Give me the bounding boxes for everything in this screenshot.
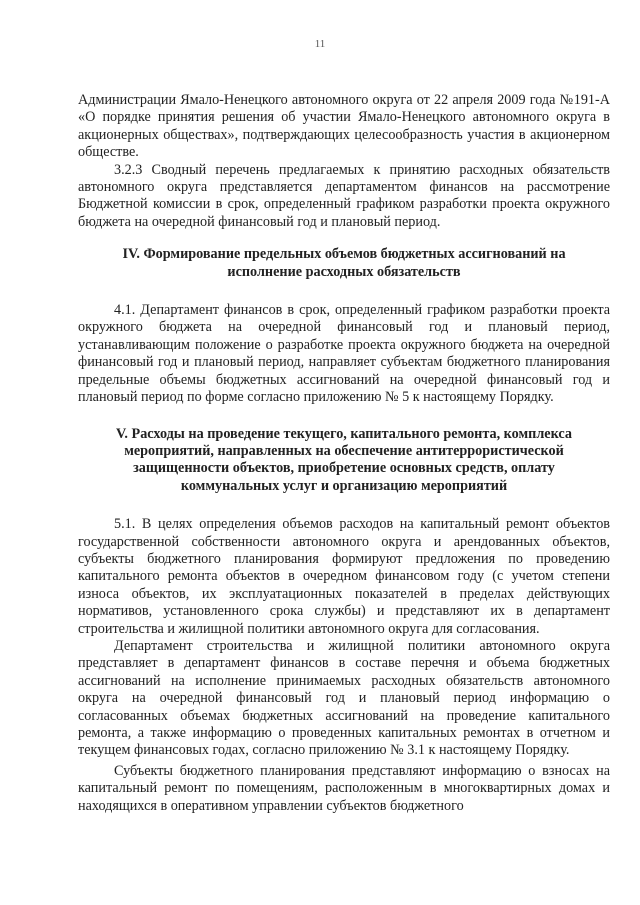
paragraph-budget-subjects: Субъекты бюджетного планирования представляют информацию о взносах на капитальный ремонт по помещениям, расположенным в многоквартирных домах и находящихся в оперативном управлении субъектов бюджетного (78, 762, 610, 814)
paragraph-department-construction: Департамент строительства и жилищной политики автономного округа представляет в департамент финансов в составе перечня и объема бюджетных ассигнований на исполнение принимаемых расходных обязательств автономного округа на очередной финансовый год и плановый период информацию о согласованных объемах бюджетных ассигнований на проведение капитального ремонта, а также информацию о проведенных капитальных ремонтах в отчетном и текущем финансовых годах, согласно приложению № 3.1 к настоящему Порядку. (78, 637, 610, 759)
paragraph-4-1: 4.1. Департамент финансов в срок, определенный графиком разработки проекта окружного бюджета на очередной финансовый год и плановый период, устанавливающим положение о разработке проекта окружного бюджета на очередной финансовый год и плановый период, направляет субъектам бюджетного планирования предельные объемы бюджетных ассигнований на очередной финансовый год и плановый период по форме согласно приложению № 5 к настоящему Порядку. (78, 302, 610, 406)
document-body (78, 92, 610, 815)
paragraph-continuation: Администрации Ямало-Ненецкого автономного округа от 22 апреля 2009 года №191-А «О порядке принятия решения об участии Ямало-Ненецкого автономного округа в акционерных обществах», подтверждающих целесообразность участия в акционерном обществе. (78, 92, 610, 161)
section-4-heading: IV. Формирование предельных объемов бюджетных ассигнований на исполнение расходных обязательств (122, 246, 566, 280)
paragraph-5-1: 5.1. В целях определения объемов расходов на капитальный ремонт объектов государственной собственности автономного округа и арендованных объектов, субъекты бюджетного планирования формируют предложения по проведению капитального ремонта объектов в очередном финансовом году (с учетом степени износа объектов, их эксплуатационных показателей в пределах действующих нормативов, установленного срока службы) и представляют их в департамент строительства и жилищной политики автономного округа для согласования. (78, 516, 610, 637)
paragraph-3-2-3: 3.2.3 Сводный перечень предлагаемых к принятию расходных обязательств автономного округа представляется департаментом финансов на рассмотрение Бюджетной комиссии в срок, определенный графиком разработки проекта окружного бюджета на очередной финансовый год и плановый период. (78, 161, 610, 230)
section-5-heading: V. Расходы на проведение текущего, капитального ремонта, комплекса мероприятий, направленных на обеспечение антитеррористической защищенности объектов, приобретение основных средств, оплату коммунальных услуг и организацию мероприятий (116, 425, 572, 494)
page-number: 11 (314, 38, 326, 50)
